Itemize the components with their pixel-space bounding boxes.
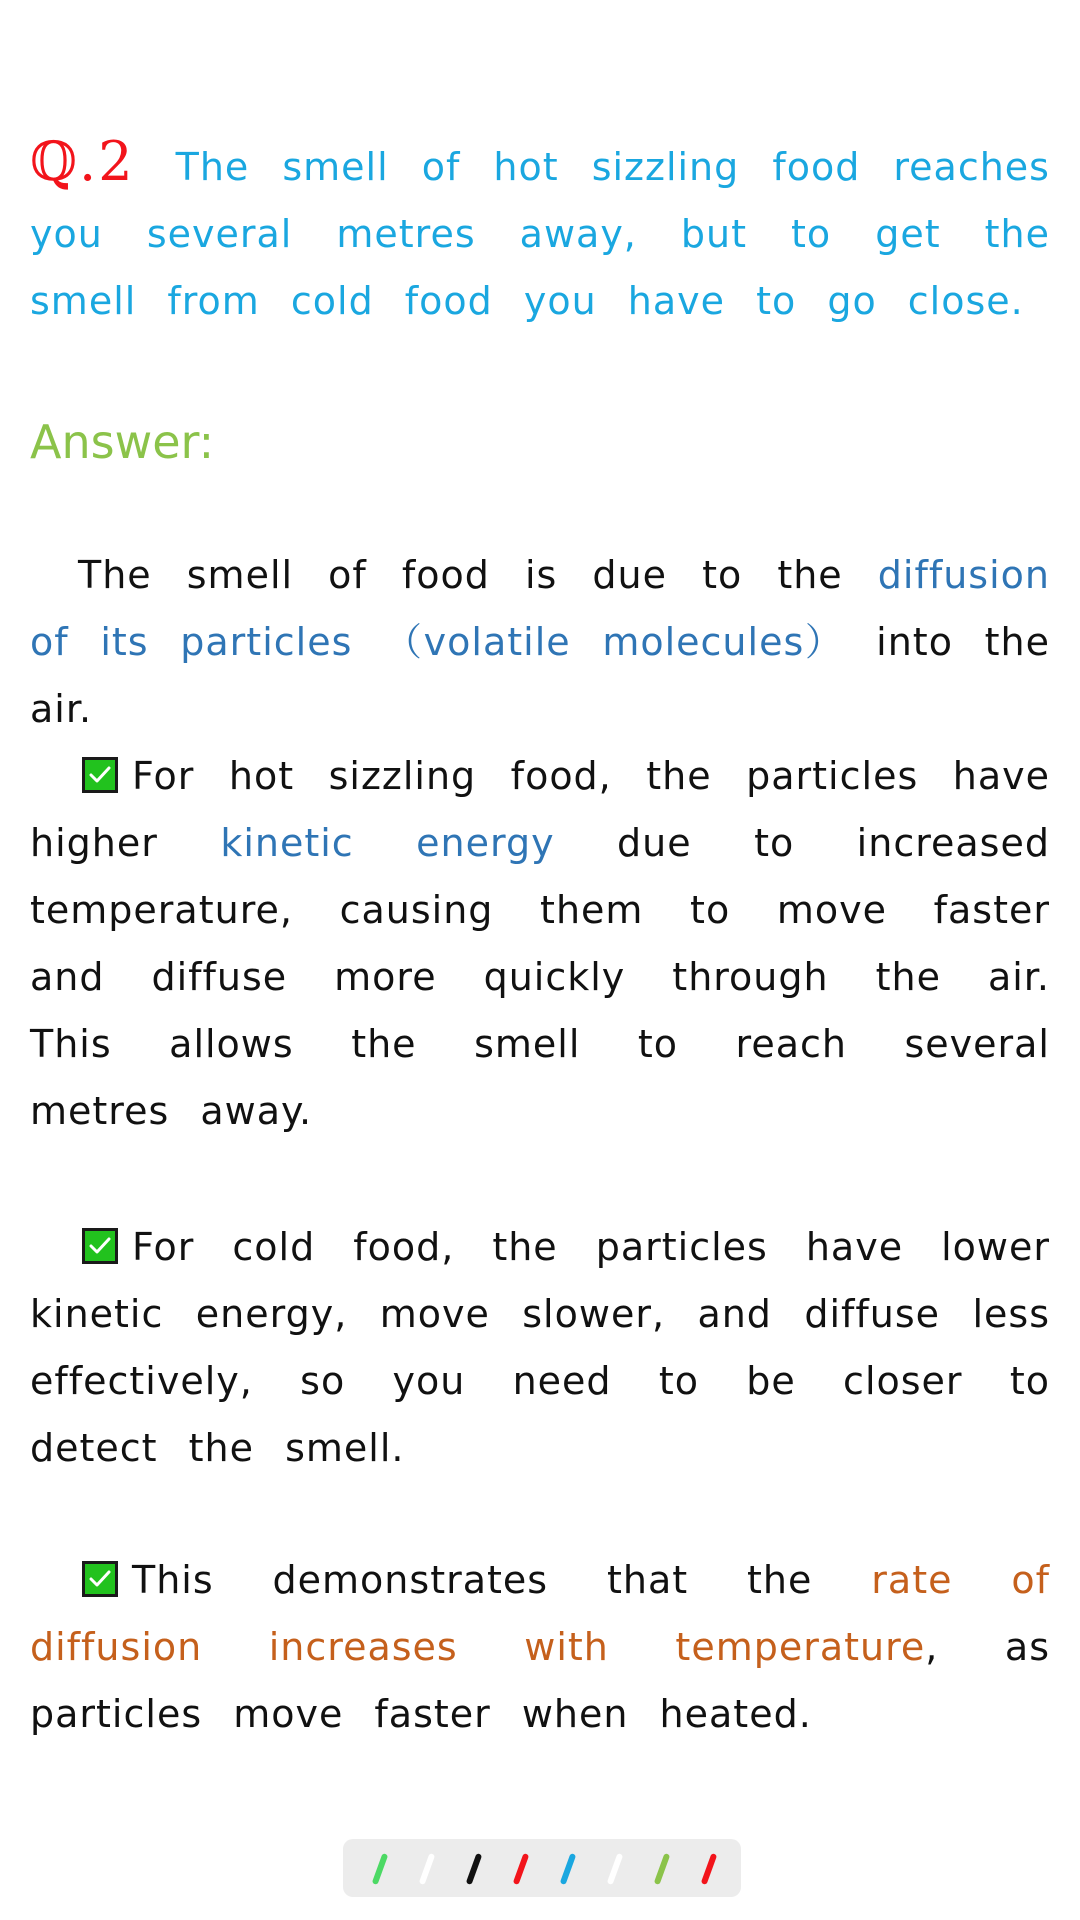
question-block — [30, 128, 1050, 335]
lime-pen-button[interactable] — [654, 1853, 671, 1885]
point-cold-text: For cold food, the particles have lower kinetic energy, move slower, and diffuse less effectively, so you need to be closer to detect the smell. — [30, 1225, 1050, 1470]
point-hot-text-end: due to increased temperature, causing them to move faster and diffuse more quickly through the air. This allows the smell to reach several metres away. — [30, 821, 1050, 1133]
answer-point-cold — [30, 1214, 1050, 1482]
pen-color-toolbar — [343, 1839, 741, 1897]
point-hot-highlight: kinetic energy — [220, 821, 555, 865]
white-pen-button[interactable] — [607, 1853, 624, 1885]
intro-highlight: diffusion of its particles （volatile molecules） — [30, 553, 1050, 664]
answer-heading: Answer: — [30, 415, 215, 469]
conclusion-text-end: , as particles move faster when heated. — [30, 1625, 1050, 1736]
question-text: The smell of hot sizzling food reaches you several metres away, but to get the smell from cold food you have to go close. — [30, 145, 1050, 323]
conclusion-text: This demonstrates that the — [132, 1558, 872, 1602]
answer-intro — [30, 542, 1050, 743]
red-pen-button[interactable] — [701, 1853, 718, 1885]
blue-pen-button[interactable] — [560, 1853, 577, 1885]
answer-point-conclusion — [30, 1547, 1050, 1748]
checkbox-checked-icon — [82, 757, 118, 793]
intro-text-end: into the air. — [30, 620, 1050, 731]
white-pen-button[interactable] — [419, 1853, 436, 1885]
answer-point-hot — [30, 743, 1050, 1145]
checkbox-checked-icon — [82, 1561, 118, 1597]
intro-text: The smell of food is due to the — [78, 553, 878, 597]
green-pen-button[interactable] — [372, 1853, 389, 1885]
checkbox-checked-icon — [82, 1228, 118, 1264]
black-pen-button[interactable] — [466, 1853, 483, 1885]
question-number: ℚ.2 — [30, 130, 135, 193]
point-hot-text: For hot sizzling food, the particles have higher — [30, 754, 1050, 865]
red-pen-button[interactable] — [513, 1853, 530, 1885]
conclusion-highlight: rate of diffusion increases with temperature — [30, 1558, 1050, 1669]
